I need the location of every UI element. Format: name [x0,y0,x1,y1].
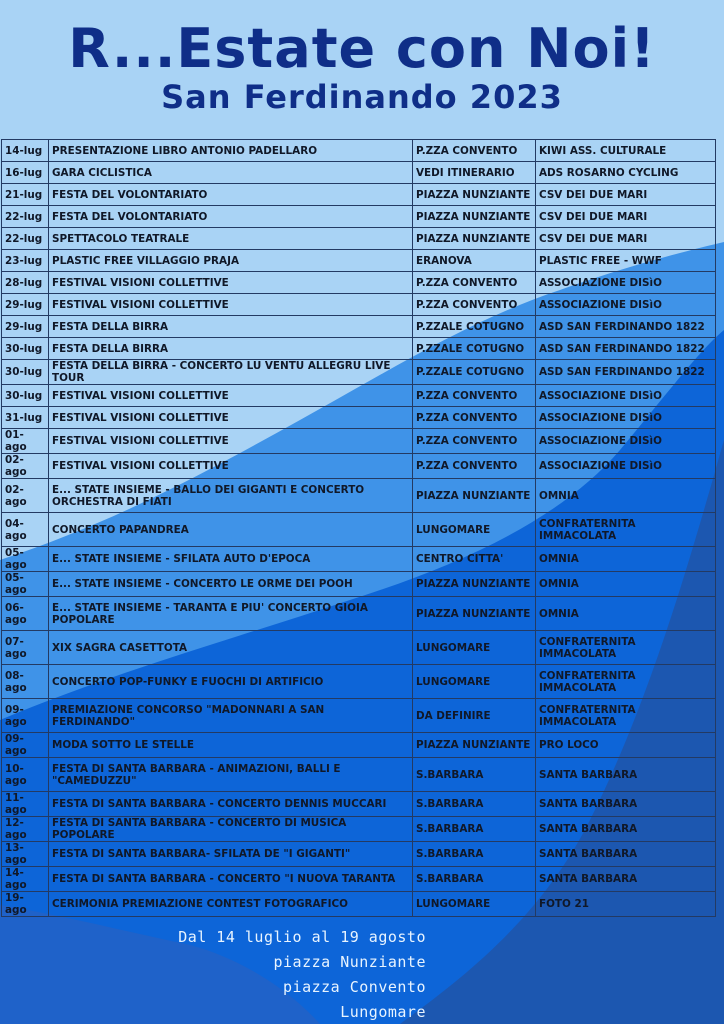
event-name: FESTIVAL VISIONI COLLETTIVE [49,407,413,429]
event-date: 07-ago [2,631,49,665]
event-date: 02-ago [2,479,49,513]
event-name: FESTIVAL VISIONI COLLETTIVE [49,294,413,316]
event-place: P.ZZALE COTUGNO [413,338,536,360]
event-name: FESTA DI SANTA BARBARA - CONCERTO "I NUOVA TARANTA [49,867,413,892]
event-organizer: ASSOCIAZIONE DISìO [536,385,716,407]
table-row [2,184,716,206]
event-organizer: ASSOCIAZIONE DISìO [536,407,716,429]
event-organizer: ASSOCIAZIONE DISìO [536,294,716,316]
event-name: SPETTACOLO TEATRALE [49,228,413,250]
event-organizer: CONFRATERNITA IMMACOLATA [536,513,716,547]
event-name: FESTIVAL VISIONI COLLETTIVE [49,429,413,454]
event-name: FESTIVAL VISIONI COLLETTIVE [49,385,413,407]
event-place: P.ZZALE COTUGNO [413,360,536,385]
event-organizer: CSV DEI DUE MARI [536,228,716,250]
event-place: PIAZZA NUNZIANTE [413,228,536,250]
event-date: 30-lug [2,338,49,360]
table-row [2,665,716,699]
event-name: FESTA DEL VOLONTARIATO [49,184,413,206]
event-place: LUNGOMARE [413,892,536,917]
event-organizer: CONFRATERNITA IMMACOLATA [536,665,716,699]
table-row [2,817,716,842]
event-date: 10-ago [2,758,49,792]
event-place: P.ZZA CONVENTO [413,454,536,479]
event-organizer: FOTO 21 [536,892,716,917]
event-organizer: CSV DEI DUE MARI [536,206,716,228]
event-place: PIAZZA NUNZIANTE [413,733,536,758]
event-date: 06-ago [2,597,49,631]
table-row [2,597,716,631]
event-date: 09-ago [2,699,49,733]
event-name: CERIMONIA PREMIAZIONE CONTEST FOTOGRAFICO [49,892,413,917]
table-row [2,758,716,792]
table-row [2,162,716,184]
event-date: 04-ago [2,513,49,547]
event-date: 30-lug [2,360,49,385]
footer-location-nunziante: piazza Nunziante [273,953,426,971]
table-row [2,206,716,228]
event-date: 21-lug [2,184,49,206]
event-name: FESTA DI SANTA BARBARA - CONCERTO DENNIS MUCCARI [49,792,413,817]
table-row [2,733,716,758]
event-place: PIAZZA NUNZIANTE [413,184,536,206]
event-date: 05-ago [2,547,49,572]
table-row [2,272,716,294]
event-date: 19-ago [2,892,49,917]
table-row [2,699,716,733]
event-date: 09-ago [2,733,49,758]
event-organizer: KIWI ASS. CULTURALE [536,140,716,162]
event-place: LUNGOMARE [413,631,536,665]
event-name: CONCERTO POP-FUNKY E FUOCHI DI ARTIFICIO [49,665,413,699]
events-table [1,139,716,917]
event-date: 02-ago [2,454,49,479]
event-name: FESTA DELLA BIRRA [49,316,413,338]
event-organizer: OMNIA [536,479,716,513]
event-organizer: SANTA BARBARA [536,842,716,867]
event-date: 08-ago [2,665,49,699]
event-organizer: ASSOCIAZIONE DISìO [536,429,716,454]
table-row [2,454,716,479]
event-organizer: ASD SAN FERDINANDO 1822 [536,316,716,338]
event-place: PIAZZA NUNZIANTE [413,572,536,597]
event-date: 12-ago [2,817,49,842]
event-date: 01-ago [2,429,49,454]
event-organizer: CSV DEI DUE MARI [536,184,716,206]
event-date: 30-lug [2,385,49,407]
event-place: P.ZZA CONVENTO [413,385,536,407]
table-row [2,360,716,385]
event-name: FESTIVAL VISIONI COLLETTIVE [49,454,413,479]
event-place: P.ZZA CONVENTO [413,429,536,454]
event-organizer: SANTA BARBARA [536,792,716,817]
event-place: P.ZZA CONVENTO [413,272,536,294]
event-name: FESTA DELLA BIRRA - CONCERTO LU VENTU ALLEGRU LIVE TOUR [49,360,413,385]
event-name: E... STATE INSIEME - TARANTA E PIU' CONCERTO GIOIA POPOLARE [49,597,413,631]
event-name: CONCERTO PAPANDREA [49,513,413,547]
table-row [2,407,716,429]
event-date: 22-lug [2,206,49,228]
event-place: P.ZZA CONVENTO [413,140,536,162]
table-row [2,338,716,360]
table-row [2,513,716,547]
event-name: E... STATE INSIEME - SFILATA AUTO D'EPOCA [49,547,413,572]
event-place: S.BARBARA [413,842,536,867]
table-row [2,140,716,162]
event-name: PRESENTAZIONE LIBRO ANTONIO PADELLARO [49,140,413,162]
event-name: E... STATE INSIEME - BALLO DEI GIGANTI E CONCERTO ORCHESTRA DI FIATI [49,479,413,513]
event-date: 23-lug [2,250,49,272]
event-name: XIX SAGRA CASETTOTA [49,631,413,665]
event-organizer: SANTA BARBARA [536,817,716,842]
event-place: VEDI ITINERARIO [413,162,536,184]
event-organizer: OMNIA [536,572,716,597]
poster-subtitle: San Ferdinando 2023 [161,78,563,116]
event-place: DA DEFINIRE [413,699,536,733]
event-date: 29-lug [2,316,49,338]
table-row [2,867,716,892]
event-date: 11-ago [2,792,49,817]
event-place: P.ZZA CONVENTO [413,294,536,316]
event-organizer: PLASTIC FREE - WWF [536,250,716,272]
event-date: 14-ago [2,867,49,892]
event-organizer: CONFRATERNITA IMMACOLATA [536,699,716,733]
event-place: ERANOVA [413,250,536,272]
event-place: PIAZZA NUNZIANTE [413,206,536,228]
event-date: 14-lug [2,140,49,162]
footer-location-convento: piazza Convento [283,978,426,996]
table-row [2,479,716,513]
event-organizer: CONFRATERNITA IMMACOLATA [536,631,716,665]
event-name: FESTIVAL VISIONI COLLETTIVE [49,272,413,294]
event-name: PREMIAZIONE CONCORSO "MADONNARI A SAN FERDINANDO" [49,699,413,733]
event-organizer: OMNIA [536,597,716,631]
table-row [2,228,716,250]
table-row [2,385,716,407]
table-row [2,250,716,272]
poster-title: R...Estate con Noi! [68,17,656,80]
event-organizer: ASD SAN FERDINANDO 1822 [536,360,716,385]
table-row [2,316,716,338]
table-row [2,429,716,454]
event-organizer: ASSOCIAZIONE DISìO [536,272,716,294]
event-organizer: SANTA BARBARA [536,867,716,892]
event-place: LUNGOMARE [413,665,536,699]
event-date: 16-lug [2,162,49,184]
event-place: CENTRO CITTA' [413,547,536,572]
footer-dates: Dal 14 luglio al 19 agosto [178,928,426,946]
event-name: FESTA DELLA BIRRA [49,338,413,360]
event-organizer: PRO LOCO [536,733,716,758]
event-place: P.ZZA CONVENTO [413,407,536,429]
event-place: LUNGOMARE [413,513,536,547]
table-row [2,631,716,665]
table-row [2,842,716,867]
event-place: S.BARBARA [413,792,536,817]
event-name: FESTA DI SANTA BARBARA- SFILATA DE "I GIGANTI" [49,842,413,867]
event-name: PLASTIC FREE VILLAGGIO PRAJA [49,250,413,272]
event-date: 28-lug [2,272,49,294]
event-name: E... STATE INSIEME - CONCERTO LE ORME DEI POOH [49,572,413,597]
event-date: 31-lug [2,407,49,429]
event-place: S.BARBARA [413,867,536,892]
event-date: 22-lug [2,228,49,250]
event-name: FESTA DI SANTA BARBARA - ANIMAZIONI, BALLI E "CAMEDUZZU" [49,758,413,792]
event-organizer: SANTA BARBARA [536,758,716,792]
event-place: S.BARBARA [413,817,536,842]
event-name: MODA SOTTO LE STELLE [49,733,413,758]
table-row [2,792,716,817]
event-date: 29-lug [2,294,49,316]
table-row [2,572,716,597]
event-name: FESTA DI SANTA BARBARA - CONCERTO DI MUSICA POPOLARE [49,817,413,842]
events-table-body [2,140,716,917]
event-date: 13-ago [2,842,49,867]
event-name: GARA CICLISTICA [49,162,413,184]
footer-location-lungomare: Lungomare [340,1003,426,1021]
event-organizer: ASD SAN FERDINANDO 1822 [536,338,716,360]
event-organizer: ASSOCIAZIONE DISìO [536,454,716,479]
event-date: 05-ago [2,572,49,597]
event-place: S.BARBARA [413,758,536,792]
event-name: FESTA DEL VOLONTARIATO [49,206,413,228]
table-row [2,892,716,917]
event-organizer: ADS ROSARNO CYCLING [536,162,716,184]
table-row [2,294,716,316]
event-place: P.ZZALE COTUGNO [413,316,536,338]
event-place: PIAZZA NUNZIANTE [413,479,536,513]
event-organizer: OMNIA [536,547,716,572]
table-row [2,547,716,572]
event-place: PIAZZA NUNZIANTE [413,597,536,631]
